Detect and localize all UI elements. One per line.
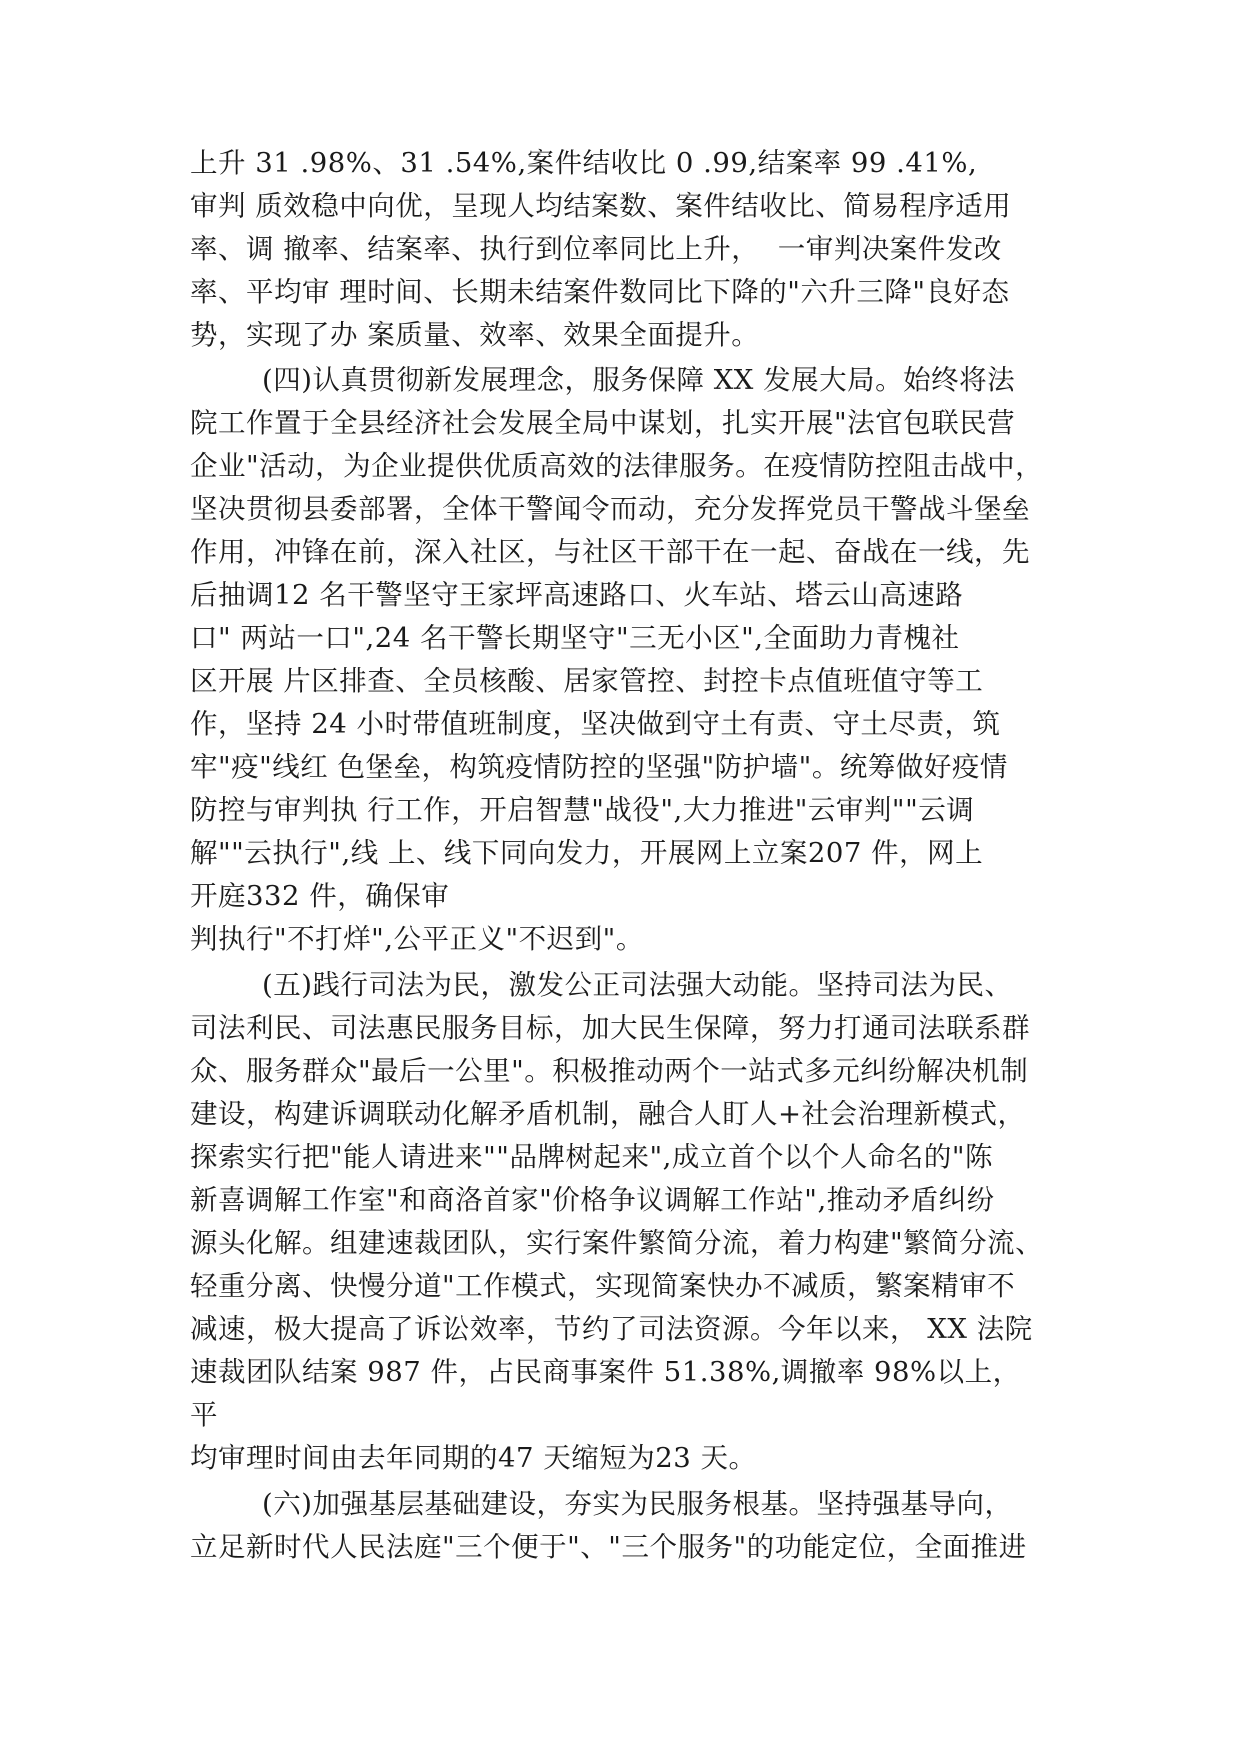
text-line: 院工作置于全县经济社会发展全局中谋划，扎实开展"法官包联民营: [190, 407, 1016, 439]
text-line: 开庭332 件，确保审: [190, 880, 450, 912]
text-line: 减速，极大提高了诉讼效率，节约了司法资源。今年以来， XX 法院: [190, 1313, 1033, 1345]
paragraph-5-first-line: (五)践行司法为民，激发公正司法强大动能。坚持司法为民、: [262, 969, 1013, 1001]
text-line: 势，实现了办 案质量、效率、效果全面提升。: [190, 319, 760, 351]
text-line: 口" 两站一口",24 名干警长期坚守"三无小区",全面助力青槐社: [190, 622, 960, 654]
text-line: 众、服务群众"最后一公里"。积极推动两个一站式多元纠纷解决机制: [190, 1055, 1029, 1087]
text-line: 新喜调解工作室"和商洛首家"价格争议调解工作站",推动矛盾纠纷: [190, 1184, 995, 1216]
text-line: 司法利民、司法惠民服务目标，加大民生保障，努力打通司法联系群: [190, 1012, 1030, 1044]
text-line: 坚决贯彻县委部署，全体干警闻令而动，充分发挥党员干警战斗堡垒: [190, 493, 1030, 525]
text-line: 后抽调12 名干警坚守王家坪高速路口、火车站、塔云山高速路: [190, 579, 964, 611]
text-line: 轻重分离、快慢分道"工作模式，实现简案快办不减质，繁案精审不: [190, 1270, 1016, 1302]
text-line: 上升 31 .98%、31 .54%,案件结收比 0 .99,结案率 99 .41%,: [190, 147, 978, 179]
text-line: 防控与审判执 行工作，开启智慧"战役",大力推进"云审判""云调: [190, 794, 975, 826]
text-line: 牢"疫"线红 色堡垒，构筑疫情防控的坚强"防护墙"。统筹做好疫情: [190, 751, 1008, 783]
text-line: 建设，构建诉调联动化解矛盾机制，融合人盯人+社会治理新模式，: [190, 1098, 1026, 1130]
text-line: 平: [190, 1399, 218, 1431]
text-line: 速裁团队结案 987 件，占民商事案件 51.38%,调撤率 98%以上，: [190, 1356, 1021, 1388]
text-line: 率、调 撤率、结案率、执行到位率同比上升， 一审判决案件发改: [190, 233, 1002, 265]
text-line: 解""云执行",线 上、线下同向发力，开展网上立案207 件，网上: [190, 837, 984, 869]
text-line: 率、平均审 理时间、长期未结案件数同比下降的"六升三降"良好态: [190, 276, 1010, 308]
text-line: 判执行"不打烊",公平正义"不迟到"。: [190, 923, 644, 955]
text-line: 企业"活动，为企业提供优质高效的法律服务。在疫情防控阻击战中，: [190, 450, 1044, 482]
text-line: 审判 质效稳中向优，呈现人均结案数、案件结收比、简易程序适用: [190, 190, 1012, 222]
text-line: 作用，冲锋在前，深入社区，与社区干部干在一起、奋战在一线，先: [190, 536, 1030, 568]
text-line: 探索实行把"能人请进来""品牌树起来",成立首个以个人命名的"陈: [190, 1141, 993, 1173]
text-line: 均审理时间由去年同期的47 天缩短为23 天。: [190, 1442, 757, 1474]
paragraph-4-first-line: (四)认真贯彻新发展理念，服务保障 XX 发展大局。始终将法: [262, 364, 1016, 396]
text-line: 立足新时代人民法庭"三个便于"、"三个服务"的功能定位，全面推进: [190, 1531, 1027, 1563]
text-line: 区开展 片区排查、全员核酸、居家管控、封控卡点值班值守等工: [190, 665, 984, 697]
paragraph-6-first-line: (六)加强基层基础建设，夯实为民服务根基。坚持强基导向，: [262, 1488, 1013, 1520]
text-line: 作，坚持 24 小时带值班制度，坚决做到守土有责、守土尽责，筑: [190, 708, 1001, 740]
text-line: 源头化解。组建速裁团队，实行案件繁简分流，着力构建"繁简分流、: [190, 1227, 1044, 1259]
